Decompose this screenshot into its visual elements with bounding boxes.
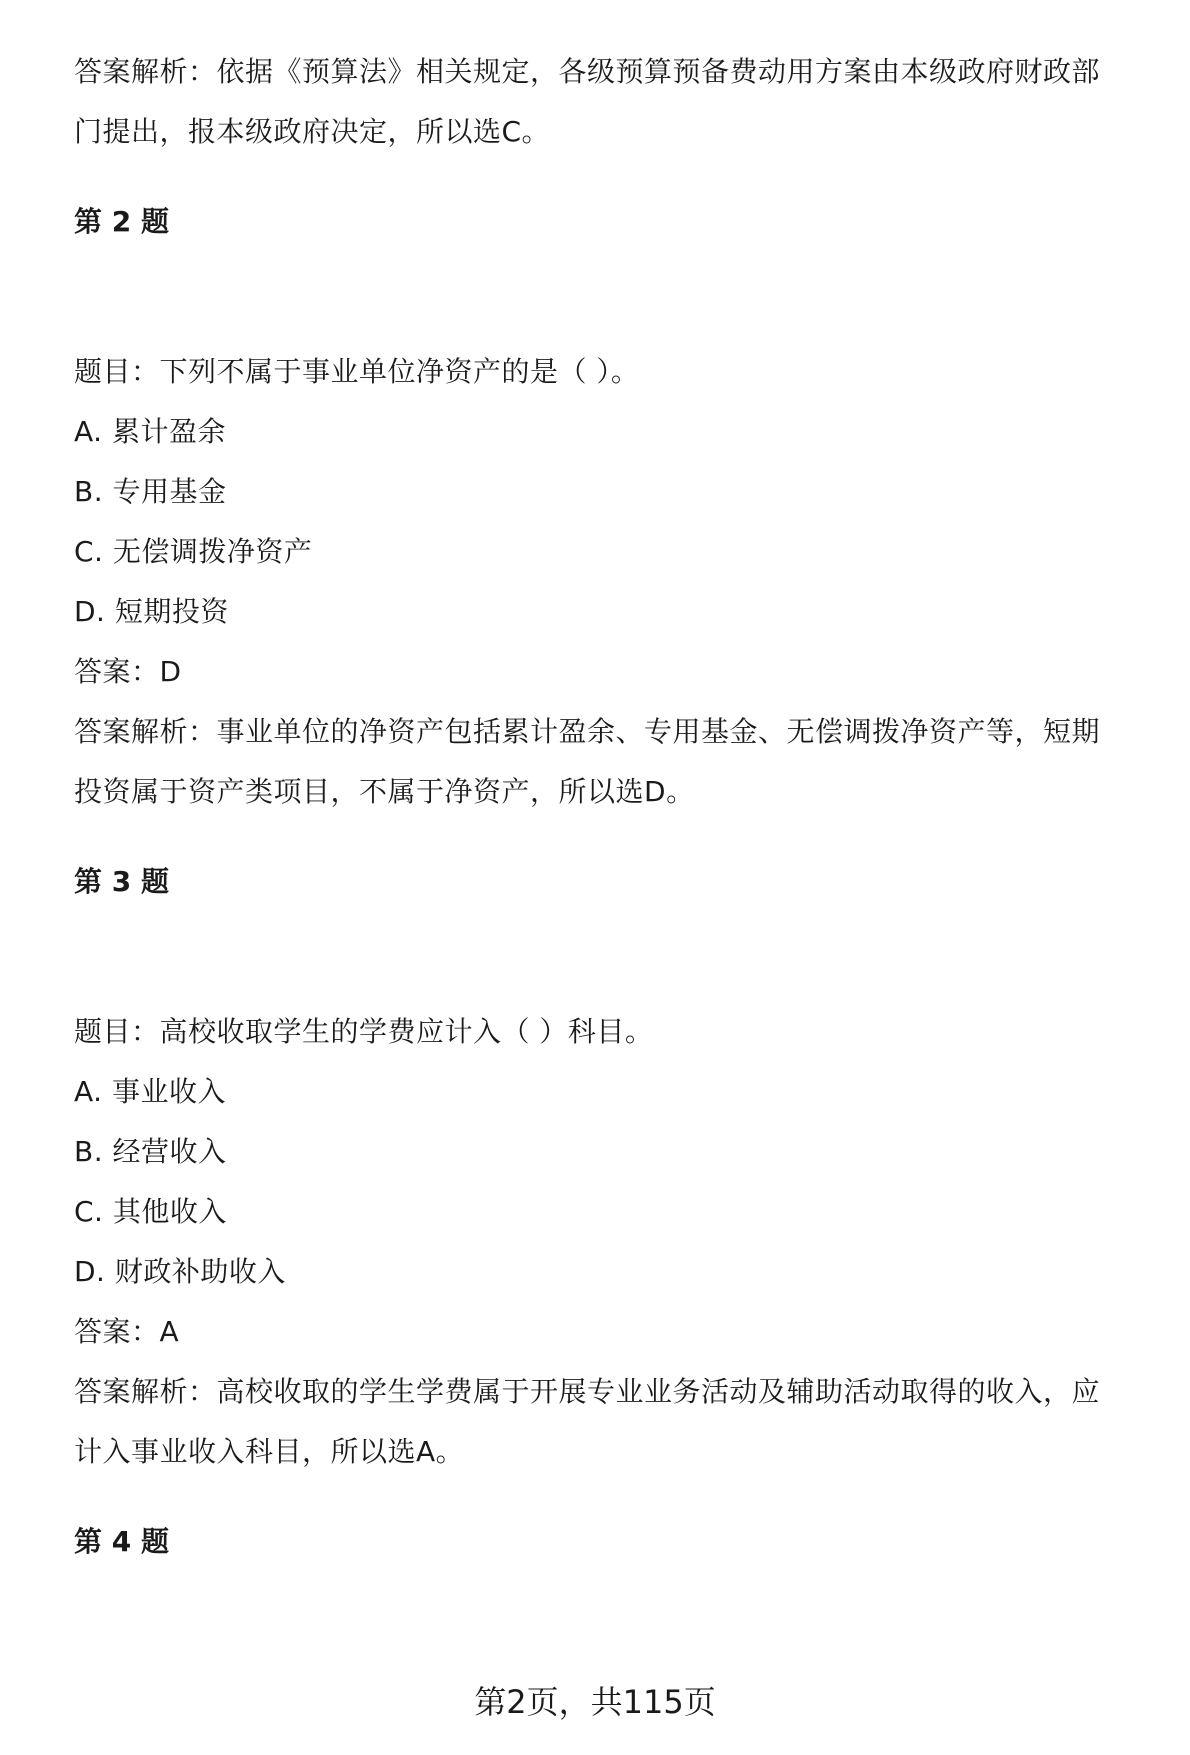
q3-option-d: D. 财政补助收入	[74, 1255, 286, 1288]
q2-question: 题目：下列不属于事业单位净资产的是（ ）。	[74, 355, 640, 388]
q2-answer: 答案：D	[74, 655, 182, 688]
q3-answer: 答案：A	[74, 1315, 180, 1348]
q4-heading: 第 4 题	[74, 1525, 169, 1558]
q2-heading: 第 2 题	[74, 205, 169, 238]
q2-explanation-line1: 答案解析：事业单位的净资产包括累计盈余、专用基金、无偿调拨净资产等，短期	[74, 715, 1101, 748]
q3-option-c: C. 其他收入	[74, 1195, 227, 1228]
q3-option-b: B. 经营收入	[74, 1135, 227, 1168]
q2-option-a: A. 累计盈余	[74, 415, 226, 448]
q3-heading: 第 3 题	[74, 865, 169, 898]
q3-question: 题目：高校收取学生的学费应计入（ ）科目。	[74, 1015, 654, 1048]
q2-explanation-line2: 投资属于资产类项目，不属于净资产，所以选D。	[74, 775, 695, 808]
q2-option-c: C. 无偿调拨净资产	[74, 535, 313, 568]
q1-explanation-line2: 门提出，报本级政府决定，所以选C。	[74, 115, 551, 148]
q3-explanation-line2: 计入事业收入科目，所以选A。	[74, 1435, 465, 1468]
q2-option-d: D. 短期投资	[74, 595, 229, 628]
q3-explanation-line1: 答案解析：高校收取的学生学费属于开展专业业务活动及辅助活动取得的收入，应	[74, 1375, 1101, 1408]
q1-explanation-line1: 答案解析：依据《预算法》相关规定，各级预算预备费动用方案由本级政府财政部	[74, 55, 1101, 88]
q2-option-b: B. 专用基金	[74, 475, 227, 508]
q3-option-a: A. 事业收入	[74, 1075, 226, 1108]
page-number-footer: 第2页，共115页	[474, 1683, 716, 1721]
